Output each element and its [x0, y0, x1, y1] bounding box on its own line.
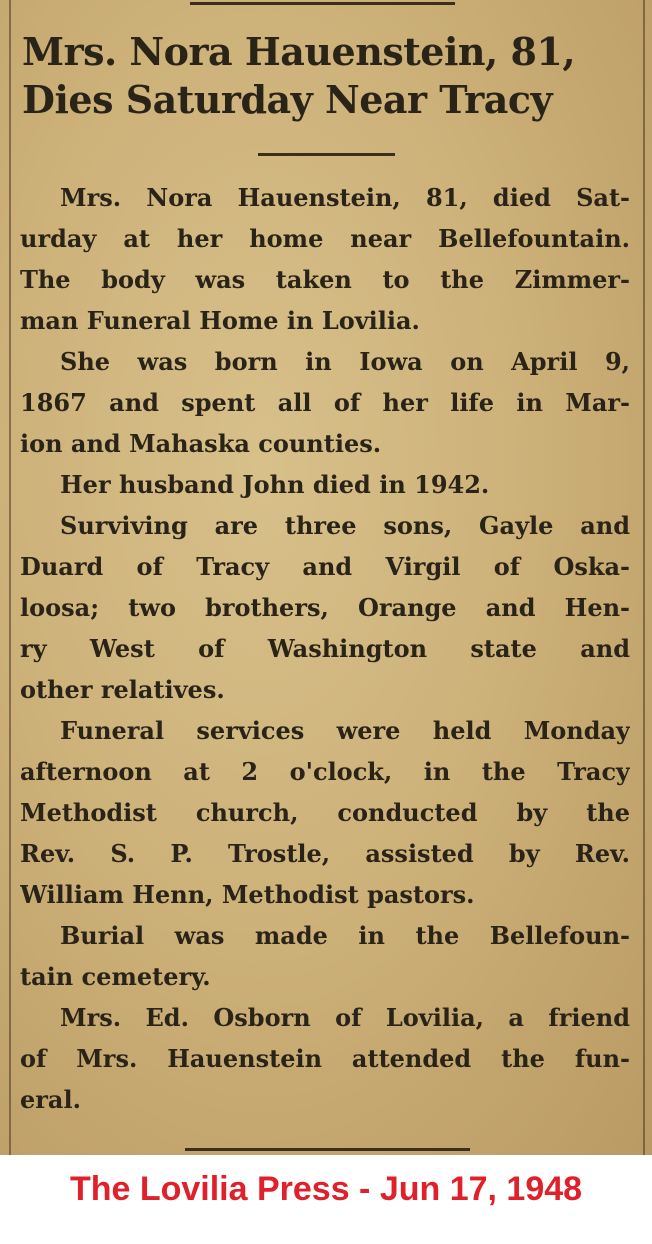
top-rule — [190, 2, 455, 5]
article-line: Funeral services were held Monday — [60, 716, 630, 745]
article-line: Rev. S. P. Trostle, assisted by Rev. — [20, 839, 630, 868]
article-line: of Mrs. Hauenstein attended the fun- — [20, 1044, 630, 1073]
article-line: tain cemetery. — [20, 962, 211, 991]
column-rule-right — [643, 0, 645, 1155]
article-line: man Funeral Home in Lovilia. — [20, 306, 420, 335]
article-line: She was born in Iowa on April 9, — [60, 347, 630, 376]
article-line: Methodist church, conducted by the — [20, 798, 630, 827]
article-line: William Henn, Methodist pastors. — [20, 880, 475, 909]
article-line: ion and Mahaska counties. — [20, 429, 382, 458]
article-line: Burial was made in the Bellefoun- — [60, 921, 630, 950]
source-caption: The Lovilia Press - Jun 17, 1948 — [69, 1170, 583, 1208]
article-line: The body was taken to the Zimmer- — [20, 265, 630, 294]
headline — [22, 28, 622, 124]
bottom-rule — [185, 1148, 470, 1151]
article-line: Mrs. Nora Hauenstein, 81, died Sat- — [60, 183, 630, 212]
article-line: Mrs. Ed. Osborn of Lovilia, a friend — [60, 1003, 630, 1032]
article-line: Her husband John died in 1942. — [60, 470, 490, 499]
article-line: Duard of Tracy and Virgil of Oska- — [20, 552, 630, 581]
article-line: 1867 and spent all of her life in Mar- — [20, 388, 630, 417]
article-line: urday at her home near Bellefountain. — [20, 224, 630, 253]
article-line: loosa; two brothers, Orange and Hen- — [20, 593, 630, 622]
article-line: Surviving are three sons, Gayle and — [60, 511, 630, 540]
headline-line-2: Dies Saturday Near Tracy — [22, 77, 553, 122]
article-line: eral. — [20, 1085, 81, 1114]
headline-line-1: Mrs. Nora Hauenstein, 81, — [22, 29, 576, 74]
headline-divider — [258, 153, 395, 156]
article-line: afternoon at 2 o'clock, in the Tracy — [20, 757, 630, 786]
column-rule-left — [9, 0, 11, 1155]
article-body — [20, 177, 630, 1120]
article-line: other relatives. — [20, 675, 225, 704]
article-line: ry West of Washington state and — [20, 634, 630, 663]
